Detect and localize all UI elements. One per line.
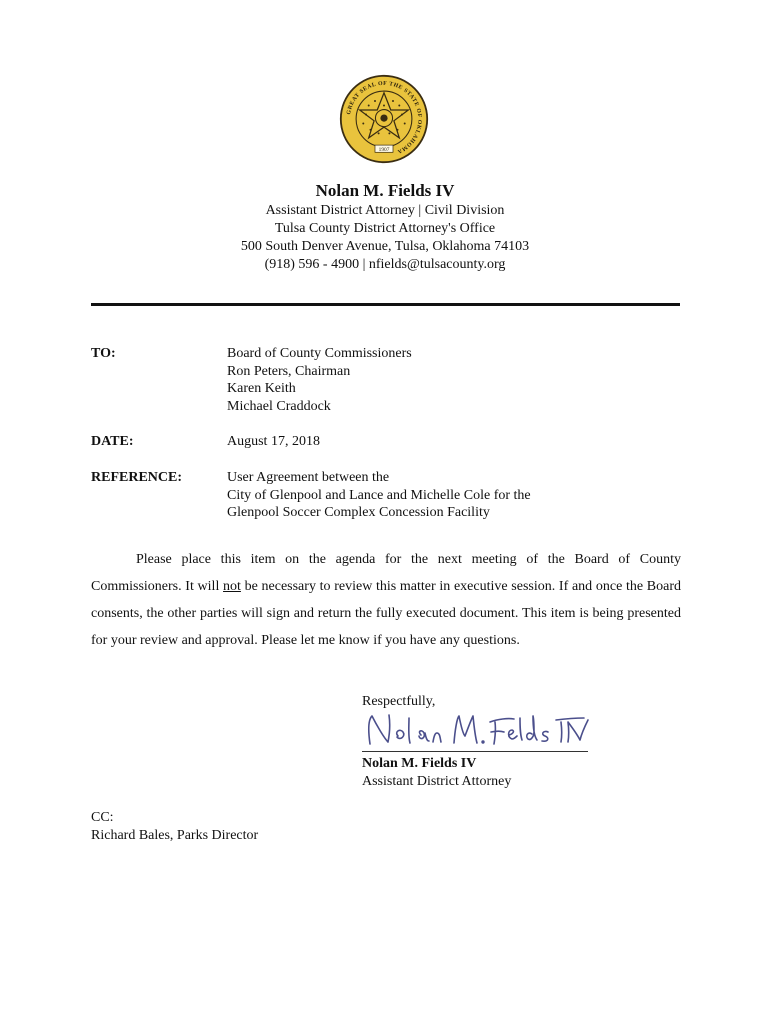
letterhead-office: Tulsa County District Attorney's Office <box>274 221 496 236</box>
oklahoma-state-seal-icon <box>339 74 429 164</box>
body-text-part: Please place this item on the agenda for the next meeting of the Board of County Commissioners. It will <box>91 552 681 594</box>
cc-recipient: Richard Bales, Parks Director <box>91 828 259 843</box>
reference-line: Glenpool Soccer Complex Concession Facility <box>227 505 490 520</box>
handwritten-signature <box>362 706 592 752</box>
svg-text:1907: 1907 <box>378 146 390 153</box>
body-text-part: be necessary to review this matter in executive session. If and once the Board consents, the other parties will sign and return the fully executed document. This item is being presented for your review and approval. Please let me know if you have any questions. <box>91 579 681 648</box>
reference-label: REFERENCE: <box>91 470 183 485</box>
signer-title: Assistant District Attorney <box>362 774 512 789</box>
to-recipient: Board of County Commissioners <box>227 346 412 361</box>
header-divider <box>91 303 680 306</box>
cc-label: CC: <box>91 810 114 825</box>
to-recipients <box>227 345 412 415</box>
letterhead-contact: (918) 596 - 4900 | nfields@tulsacounty.org <box>264 257 506 272</box>
date-label: DATE: <box>91 434 134 449</box>
date-text: August 17, 2018 <box>227 434 320 449</box>
cc-section <box>91 809 258 845</box>
letterhead-title: Assistant District Attorney | Civil Division <box>265 203 505 218</box>
letterhead-address: 500 South Denver Avenue, Tulsa, Oklahoma 74103 <box>240 239 530 254</box>
reference-line: User Agreement between the <box>227 470 390 485</box>
to-recipient: Ron Peters, Chairman <box>227 363 351 379</box>
signature-line <box>362 751 588 752</box>
reference-value <box>227 469 531 522</box>
signer-name: Nolan M. Fields IV <box>362 756 477 771</box>
svg-text:GREAT SEAL OF THE STATE OF OKL: GREAT SEAL OF THE STATE OF OKLAHOMA <box>346 80 423 155</box>
date-value <box>227 433 320 451</box>
letterhead-name: Nolan M. Fields IV <box>315 181 455 200</box>
letterhead <box>0 180 770 274</box>
memo-body <box>91 546 681 654</box>
closing-salutation: Respectfully, <box>362 694 436 709</box>
body-underlined-word: not <box>223 579 241 594</box>
to-recipient: Karen Keith <box>227 381 296 396</box>
to-recipient: Michael Craddock <box>227 398 331 414</box>
reference-line: City of Glenpool and Lance and Michelle Cole for the <box>227 487 531 503</box>
to-label: TO: <box>91 346 116 361</box>
body-paragraph <box>91 546 681 654</box>
